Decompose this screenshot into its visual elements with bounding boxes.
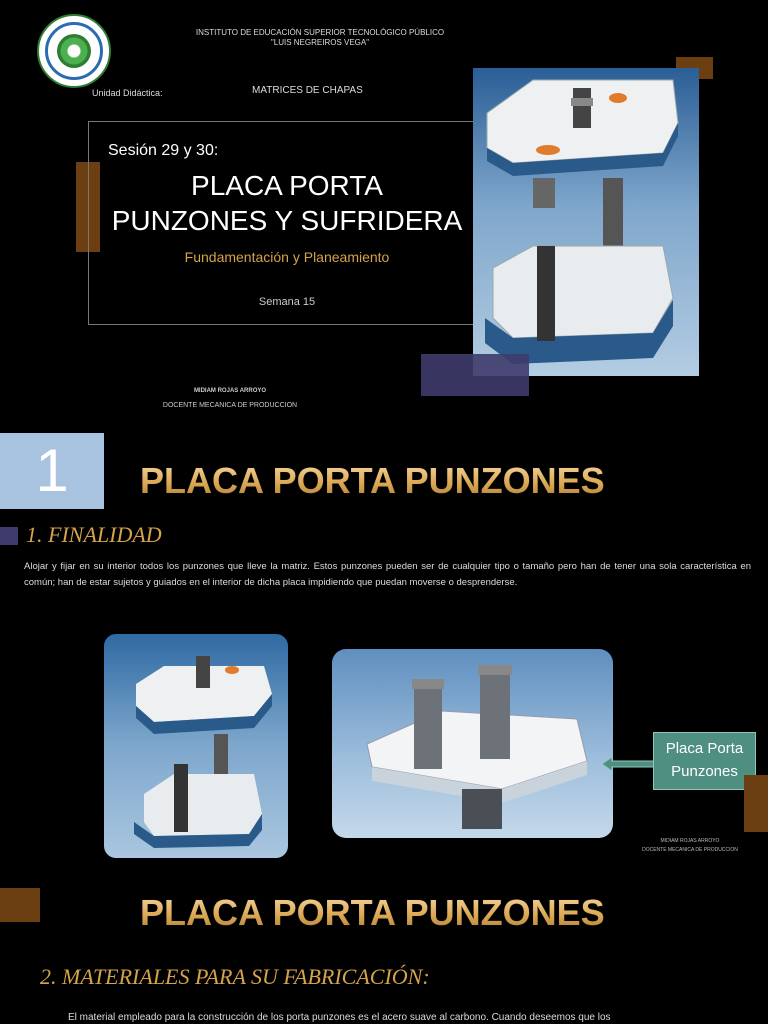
subsection-title: 2. MATERIALES PARA SU FABRICACIÓN: bbox=[40, 964, 430, 989]
punch-plate-drawing bbox=[332, 649, 613, 838]
unidad-label: Unidad Didáctica: bbox=[92, 88, 163, 98]
teacher-name: MIDIAM ROJAS ARROYO bbox=[193, 388, 267, 394]
footer-teacher-role: DOCENTE MECANICA DE PRODUCCION bbox=[642, 847, 738, 853]
footer-teacher-name: MIDIAM ROJAS ARROYO bbox=[660, 838, 720, 844]
bullet-square bbox=[0, 527, 18, 545]
title-line-2: PUNZONES Y SUFRIDERA bbox=[111, 205, 463, 236]
punch-plate-photo bbox=[332, 649, 613, 838]
materials-paragraph: El material empleado para la construcción de los porta punzones es el acero suave al carbono. Cuando deseemos que los bbox=[68, 1012, 611, 1023]
section-heading: PLACA PORTA PUNZONES bbox=[140, 892, 605, 933]
callout-label bbox=[653, 732, 756, 790]
die-set-photo bbox=[104, 634, 288, 858]
week-label: Semana 15 bbox=[258, 296, 316, 308]
institution-logo bbox=[37, 14, 111, 88]
slide-title bbox=[92, 168, 482, 238]
callout-line-1: Placa Porta bbox=[665, 740, 744, 757]
institution-line-2: "LUIS NEGREIROS VEGA" bbox=[270, 38, 370, 47]
decorative-rectangle bbox=[421, 354, 529, 396]
session-label: Sesión 29 y 30: bbox=[108, 142, 219, 159]
section-number-tile: 1 bbox=[0, 433, 104, 509]
subsection-title: 1. FINALIDAD bbox=[26, 522, 162, 547]
slide-subtitle: Fundamentación y Planeamiento bbox=[184, 249, 390, 265]
decorative-square bbox=[0, 888, 40, 922]
arrow-left-icon bbox=[602, 757, 654, 771]
callout-line-2: Punzones bbox=[671, 763, 738, 780]
callout-arrow bbox=[602, 757, 654, 769]
unidad-value: MATRICES DE CHAPAS bbox=[252, 85, 363, 96]
die-set-image bbox=[473, 68, 699, 376]
section-heading: PLACA PORTA PUNZONES bbox=[140, 460, 605, 501]
die-set-photo-drawing bbox=[104, 634, 288, 858]
institution-line-1: INSTITUTO DE EDUCACIÓN SUPERIOR TECNOLÓGICO PÚBLICO bbox=[195, 28, 445, 37]
title-line-1: PLACA PORTA bbox=[191, 170, 383, 201]
institution-name bbox=[0, 28, 640, 48]
teacher-role: DOCENTE MECANICA DE PRODUCCION bbox=[162, 402, 298, 409]
decorative-bar bbox=[744, 775, 768, 832]
die-set-drawing bbox=[473, 68, 699, 376]
finalidad-paragraph: Alojar y fijar en su interior todos los punzones que lleve la matriz. Estos punzones pueden ser de cualquier tipo o tamaño pero han de tener una sola característica en común; han de estar sujetos y guiados en el interior de dicha placa impidiendo que puedan moverse o desprenderse. bbox=[24, 561, 751, 588]
